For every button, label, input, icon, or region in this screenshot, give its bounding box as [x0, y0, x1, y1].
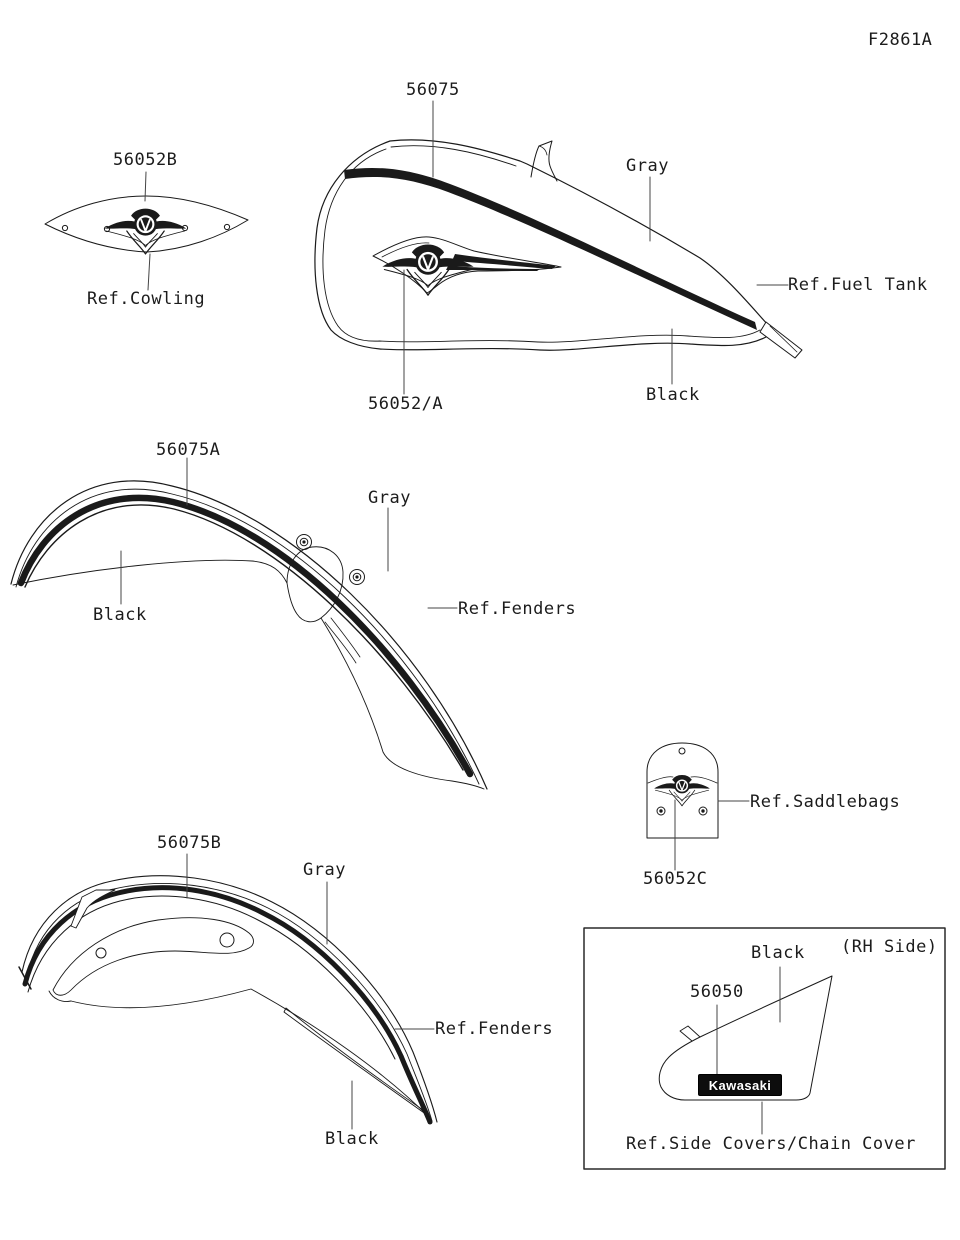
- side-cover-ref-label: Ref.Side Covers/Chain Cover: [626, 1134, 916, 1154]
- tank-gray-label: Gray: [626, 156, 669, 176]
- rear-fender-ref-label: Ref.Fenders: [435, 1019, 554, 1039]
- front-fender-drawing: [11, 458, 487, 789]
- side-cover-box: [584, 928, 945, 1169]
- kawasaki-logo: Kawasaki: [698, 1074, 782, 1096]
- saddlebag-ref-label: Ref.Saddlebags: [750, 792, 901, 812]
- tank-black-label: Black: [646, 385, 700, 405]
- saddlebag-drawing: [647, 743, 749, 870]
- tank-ref-label: Ref.Fuel Tank: [788, 275, 928, 295]
- front-fender-black-label: Black: [93, 605, 147, 625]
- rear-fender-black-label: Black: [325, 1129, 379, 1149]
- cowling-drawing: [45, 172, 248, 290]
- front-fender-part-number: 56075A: [156, 440, 221, 460]
- side-cover-part-number: 56050: [690, 982, 744, 1002]
- vulcan-emblem-icon: [105, 209, 187, 254]
- rear-fender-drawing: [19, 854, 437, 1129]
- side-cover-black-label: Black: [751, 943, 805, 963]
- tank-stripe-part-number: 56075: [406, 80, 460, 100]
- rear-fender-gray-label: Gray: [303, 860, 346, 880]
- drawing-code: F2861A: [868, 30, 933, 50]
- tank-emblem-part-number: 56052/A: [368, 394, 444, 414]
- saddlebag-part-number: 56052C: [643, 869, 708, 889]
- tank-stripe-decal: [344, 168, 757, 330]
- cowling-ref-label: Ref.Cowling: [87, 289, 206, 309]
- rear-fender-part-number: 56075B: [157, 833, 222, 853]
- vulcan-emblem-icon: [654, 775, 710, 806]
- side-cover-side-note: (RH Side): [841, 937, 938, 957]
- cowling-part-number: 56052B: [113, 150, 178, 170]
- front-fender-ref-label: Ref.Fenders: [458, 599, 577, 619]
- tank-emblem-decal: [373, 237, 561, 295]
- front-fender-gray-label: Gray: [368, 488, 411, 508]
- fuel-tank-drawing: [315, 101, 802, 394]
